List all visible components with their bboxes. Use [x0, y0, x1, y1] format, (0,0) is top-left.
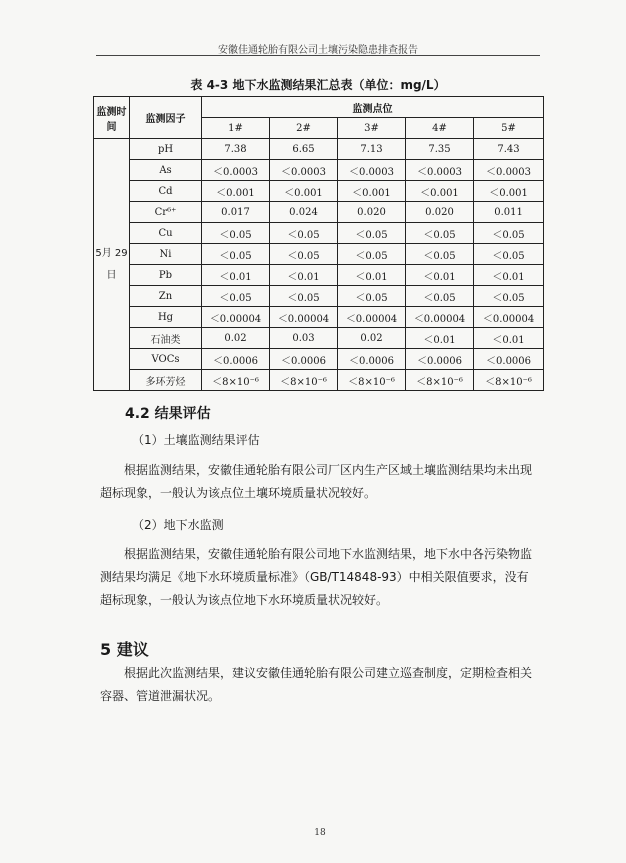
table-row [94, 202, 544, 223]
value-cell: ＜0.05 [202, 223, 270, 244]
value-cell: 0.02 [202, 328, 270, 349]
value-cell: ＜0.05 [202, 286, 270, 307]
value-cell: ＜0.0003 [270, 160, 338, 181]
value-cell: 0.020 [406, 202, 474, 223]
col-time-header: 监测时间 [94, 97, 130, 139]
value-cell: ＜0.01 [338, 265, 406, 286]
point-header: 1# [202, 118, 270, 139]
factor-cell: 多环芳烃 [130, 370, 202, 391]
value-cell: ＜0.01 [202, 265, 270, 286]
paragraph-soil-evaluation: 根据监测结果，安徽佳通轮胎有限公司厂区内生产区域土壤监测结果均未出现超标现象，一般认为该点位土壤环境质量状况较好。 [100, 463, 533, 500]
value-cell: ＜0.05 [338, 286, 406, 307]
value-cell: ＜0.05 [406, 244, 474, 265]
value-cell: ＜0.01 [474, 265, 544, 286]
value-cell: ＜8×10⁻⁶ [338, 370, 406, 391]
value-cell: ＜0.00004 [474, 307, 544, 328]
table-row [94, 349, 544, 370]
value-cell: ＜0.01 [474, 328, 544, 349]
groundwater-results-table [93, 96, 544, 391]
value-cell: ＜0.05 [406, 223, 474, 244]
table-row [94, 328, 544, 349]
page-number: 18 [314, 828, 326, 838]
value-cell: 7.13 [338, 139, 406, 160]
factor-cell: Cu [130, 223, 202, 244]
point-header: 4# [406, 118, 474, 139]
value-cell: ＜0.01 [270, 265, 338, 286]
value-cell: ＜0.05 [338, 244, 406, 265]
value-cell: 7.38 [202, 139, 270, 160]
value-cell: 7.35 [406, 139, 474, 160]
value-cell: 0.020 [338, 202, 406, 223]
table-row [94, 181, 544, 202]
factor-cell: 石油类 [130, 328, 202, 349]
factor-cell: Cr⁶⁺ [130, 202, 202, 223]
subsection-1-title: （1）土壤监测结果评估 [132, 433, 260, 447]
point-header: 3# [338, 118, 406, 139]
value-cell: ＜0.0003 [338, 160, 406, 181]
value-cell: 6.65 [270, 139, 338, 160]
factor-cell: pH [130, 139, 202, 160]
table-caption: 表 4-3 地下水监测结果汇总表（单位：mg/L） [190, 78, 446, 92]
value-cell: ＜8×10⁻⁶ [406, 370, 474, 391]
col-factor-header: 监测因子 [130, 97, 202, 139]
value-cell: 7.43 [474, 139, 544, 160]
value-cell: ＜0.05 [270, 244, 338, 265]
factor-cell: Ni [130, 244, 202, 265]
value-cell: ＜0.0006 [406, 349, 474, 370]
table-body [94, 139, 544, 391]
value-cell: ＜0.00004 [202, 307, 270, 328]
factor-cell: As [130, 160, 202, 181]
col-points-header: 监测点位 [202, 97, 544, 118]
table-row [94, 265, 544, 286]
table-row [94, 370, 544, 391]
value-cell: ＜0.0003 [406, 160, 474, 181]
value-cell: ＜0.05 [474, 244, 544, 265]
value-cell: 0.011 [474, 202, 544, 223]
value-cell: ＜0.001 [406, 181, 474, 202]
paragraph-recommendation: 根据此次监测结果，建议安徽佳通轮胎有限公司建立巡查制度，定期检查相关容器、管道泄漏状况。 [100, 666, 533, 703]
point-header: 5# [474, 118, 544, 139]
paragraph-groundwater-evaluation: 根据监测结果，安徽佳通轮胎有限公司地下水监测结果，地下水中各污染物监测结果均满足《地下水环境质量标准》（GB/T14848-93）中相关限值要求，没有超标现象，一般认为该点位地下水环境质量状况较好。 [100, 547, 533, 607]
value-cell: ＜0.05 [270, 223, 338, 244]
value-cell: ＜0.05 [474, 223, 544, 244]
value-cell: ＜0.05 [474, 286, 544, 307]
section-4-2-title: 4.2 结果评估 [125, 406, 211, 422]
page-header: 安徽佳通轮胎有限公司土壤污染隐患排查报告 [218, 45, 418, 56]
value-cell: 0.02 [338, 328, 406, 349]
monitoring-date: 5月 29日 [94, 139, 130, 391]
value-cell: ＜0.05 [270, 286, 338, 307]
factor-cell: Cd [130, 181, 202, 202]
value-cell: ＜8×10⁻⁶ [270, 370, 338, 391]
factor-cell: Pb [130, 265, 202, 286]
value-cell: 0.017 [202, 202, 270, 223]
factor-cell: Zn [130, 286, 202, 307]
table-row [94, 286, 544, 307]
value-cell: ＜0.00004 [338, 307, 406, 328]
table-row [94, 244, 544, 265]
value-cell: ＜8×10⁻⁶ [202, 370, 270, 391]
value-cell: ＜0.001 [270, 181, 338, 202]
factor-cell: Hg [130, 307, 202, 328]
value-cell: ＜0.0006 [474, 349, 544, 370]
table-row [94, 223, 544, 244]
value-cell: ＜0.001 [338, 181, 406, 202]
factor-cell: VOCs [130, 349, 202, 370]
value-cell: ＜0.00004 [270, 307, 338, 328]
table-row [94, 307, 544, 328]
value-cell: ＜0.001 [474, 181, 544, 202]
value-cell: ＜0.0003 [202, 160, 270, 181]
value-cell: ＜0.01 [406, 328, 474, 349]
point-header: 2# [270, 118, 338, 139]
value-cell: ＜0.01 [406, 265, 474, 286]
value-cell: ＜0.05 [338, 223, 406, 244]
value-cell: ＜0.0003 [474, 160, 544, 181]
section-5-title: 5 建议 [100, 640, 149, 659]
value-cell: ＜0.001 [202, 181, 270, 202]
value-cell: ＜0.00004 [406, 307, 474, 328]
value-cell: 0.03 [270, 328, 338, 349]
value-cell: ＜0.05 [202, 244, 270, 265]
value-cell: ＜0.0006 [270, 349, 338, 370]
value-cell: ＜0.05 [406, 286, 474, 307]
table-row [94, 139, 544, 160]
value-cell: 0.024 [270, 202, 338, 223]
value-cell: ＜0.0006 [202, 349, 270, 370]
value-cell: ＜8×10⁻⁶ [474, 370, 544, 391]
subsection-2-title: （2）地下水监测 [132, 518, 224, 532]
table-row [94, 160, 544, 181]
value-cell: ＜0.0006 [338, 349, 406, 370]
header-rule [96, 55, 540, 56]
